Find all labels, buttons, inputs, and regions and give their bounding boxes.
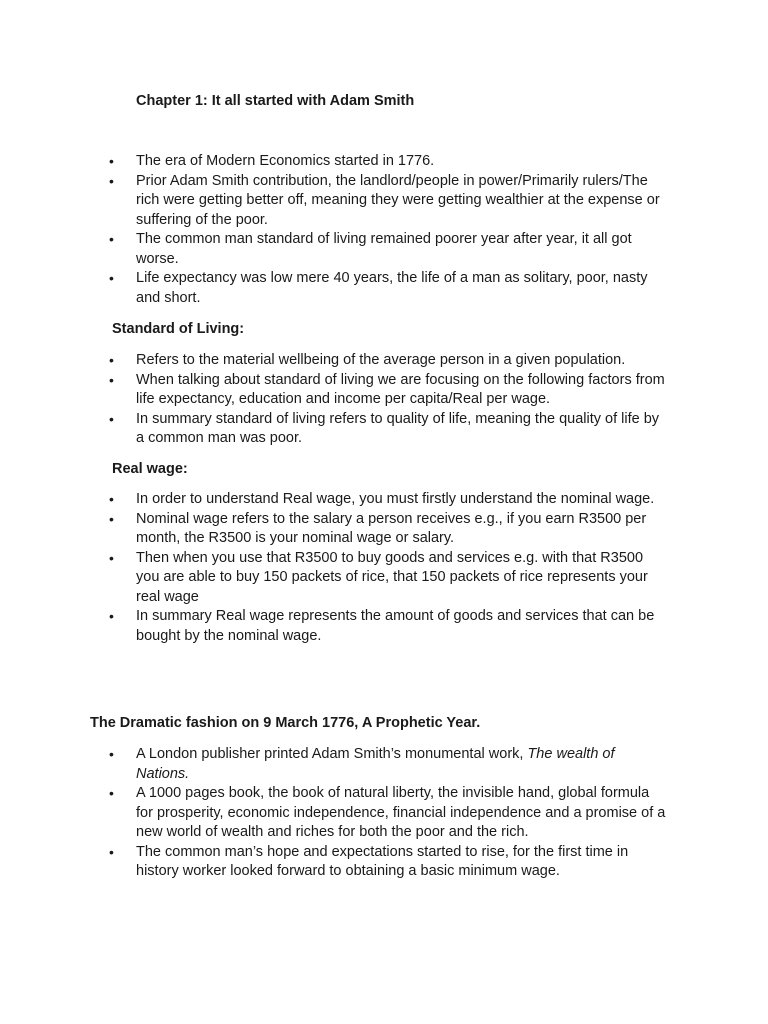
list-item: [109, 490, 669, 510]
list-item-text: In order to understand Real wage, you must firstly understand the nominal wage.: [136, 491, 655, 507]
list-item: [109, 152, 669, 172]
list-item-text: Then when you use that R3500 to buy goods and services e.g. with that R3500 you are able to buy 150 packets of rice, that 150 packets of rice represents your real wage: [136, 549, 648, 605]
book-title: The wealth of Nations.: [136, 746, 615, 782]
real-wage-list: [109, 490, 669, 646]
list-item: [109, 371, 669, 410]
list-item-text: When talking about standard of living we are focusing on the following factors from life expectancy, education and income per capita/Real per wage.: [136, 371, 665, 407]
section-title-real-wage: Real wage:: [112, 461, 188, 477]
list-item-text: The common man standard of living remained poorer year after year, it all got worse.: [136, 231, 632, 267]
section-title-dramatic-fashion: The Dramatic fashion on 9 March 1776, A Prophetic Year.: [90, 715, 481, 731]
section-title-standard-of-living: Standard of Living:: [112, 321, 245, 337]
list-item-text: Refers to the material wellbeing of the average person in a given population.: [136, 352, 626, 368]
list-item: [109, 351, 669, 371]
chapter-title: Chapter 1: It all started with Adam Smith: [136, 93, 415, 109]
list-item-text: Nominal wage refers to the salary a person receives e.g., if you earn R3500 per month, the R3500 is your nominal wage or salary.: [136, 510, 647, 546]
list-item-text: A London publisher printed Adam Smith’s monumental work,: [136, 746, 528, 762]
list-item: [109, 172, 669, 231]
list-item-text: In summary standard of living refers to quality of life, meaning the quality of life by a common man was poor.: [136, 410, 660, 446]
list-item: [109, 410, 669, 449]
list-item-text: The era of Modern Economics started in 1776.: [136, 153, 435, 169]
list-item: [109, 549, 669, 608]
list-item: [109, 510, 669, 549]
list-item-text: In summary Real wage represents the amount of goods and services that can be bought by the nominal wage.: [136, 608, 655, 644]
list-item-text: A 1000 pages book, the book of natural liberty, the invisible hand, global formula for prosperity, economic independence, financial independence and a promise of a new world of wealth and riches for both the poor and the rich.: [136, 785, 666, 840]
list-item: [109, 269, 669, 308]
list-item-text: Prior Adam Smith contribution, the landlord/people in power/Primarily rulers/The rich were getting better off, meaning they were getting wealthier at the expense or suffering of the poor.: [136, 172, 660, 228]
list-item: [109, 607, 669, 646]
chapter-bullet-list: [109, 152, 669, 308]
dramatic-fashion-list: [109, 745, 669, 882]
list-item: [109, 230, 669, 269]
list-item: [109, 745, 669, 784]
list-item-text: The common man’s hope and expectations started to rise, for the first time in history worker looked forward to obtaining a basic minimum wage.: [136, 843, 629, 879]
list-item: [109, 843, 669, 882]
list-item: [109, 784, 669, 843]
list-item-text: Life expectancy was low mere 40 years, the life of a man as solitary, poor, nasty and short.: [136, 270, 648, 306]
standard-of-living-list: [109, 351, 669, 449]
